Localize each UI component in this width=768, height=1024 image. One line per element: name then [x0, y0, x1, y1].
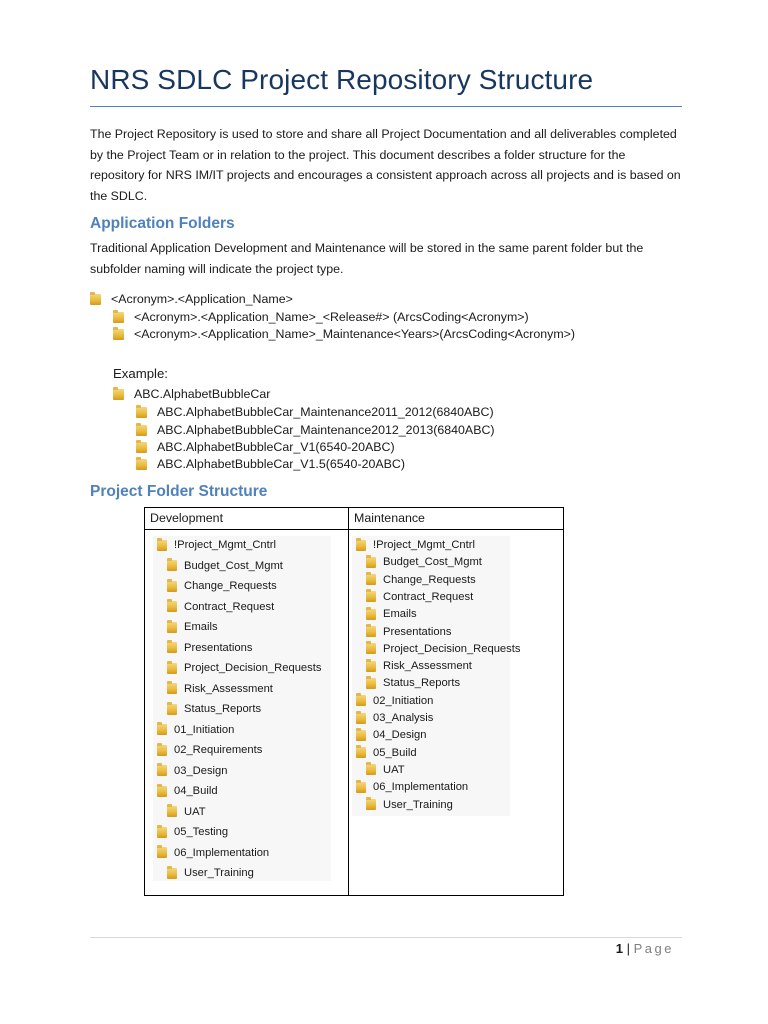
example-item: [136, 404, 494, 421]
folder-icon: [167, 560, 177, 571]
example-item: [113, 386, 270, 403]
folder-tree-item: [167, 601, 274, 613]
folder-tree-item: [167, 703, 261, 715]
folder-icon: [136, 425, 147, 436]
example-item-label: ABC.AlphabetBubbleCar_Maintenance2011_2012(6840ABC): [157, 405, 494, 419]
folder-icon: [136, 407, 147, 418]
tree-item-label: <Acronym>.<Application_Name>_Maintenance<Years>(ArcsCoding<Acronym>): [134, 327, 576, 341]
folder-tree-label: 05_Testing: [174, 826, 229, 838]
example-item-label: ABC.AlphabetBubbleCar: [134, 387, 271, 401]
folder-tree-label: Project_Decision_Requests: [383, 642, 521, 655]
maintenance-column-header: Maintenance: [349, 508, 564, 530]
folder-icon: [136, 459, 147, 470]
folder-icon: [113, 329, 124, 340]
folder-tree-item: [356, 712, 433, 724]
folder-tree-item: [366, 660, 472, 672]
footer-divider: [90, 937, 682, 938]
development-folder-tree: [145, 530, 348, 895]
folder-icon: [167, 806, 177, 817]
folder-tree-item: [157, 744, 262, 756]
tree-item: [113, 309, 529, 326]
folder-tree-label: 06_Implementation: [174, 846, 270, 859]
folder-tree-label: UAT: [184, 805, 206, 818]
folder-tree-item: [366, 574, 476, 586]
folder-tree-item: [366, 608, 417, 620]
folder-icon: [356, 782, 366, 793]
folder-tree-label: Contract_Request: [383, 590, 474, 603]
folder-icon: [167, 601, 177, 612]
folder-tree-label: Status_Reports: [184, 703, 262, 715]
tree-item-label: <Acronym>.<Application_Name>_<Release#> (ArcsCoding<Acronym>): [134, 310, 529, 324]
folder-tree-item: [167, 621, 218, 633]
folder-tree-item: [356, 729, 427, 741]
example-item-label: ABC.AlphabetBubbleCar_V1(6540-20ABC): [157, 440, 395, 454]
folder-tree-label: Emails: [383, 608, 417, 621]
folder-tree-item: [366, 799, 453, 811]
folder-tree-label: 04_Build: [174, 785, 218, 797]
folder-tree-label: 02_Initiation: [373, 694, 434, 707]
project-folder-structure-heading: Project Folder Structure: [90, 483, 268, 500]
folder-tree-label: 03_Design: [174, 764, 228, 777]
folder-icon: [366, 574, 376, 585]
application-folders-heading: Application Folders: [90, 215, 235, 232]
example-label: Example:: [113, 366, 168, 381]
folder-icon: [366, 643, 376, 654]
folder-icon: [157, 786, 167, 797]
folder-icon: [366, 678, 376, 689]
folder-tree-label: Risk_Assessment: [184, 682, 273, 695]
example-item: [136, 439, 395, 456]
folder-tree-item: [157, 539, 276, 551]
folder-tree-label: 03_Analysis: [373, 712, 434, 724]
folder-structure-table: [144, 507, 564, 896]
folder-tree-label: Budget_Cost_Mgmt: [383, 556, 482, 569]
folder-icon: [167, 663, 177, 674]
folder-icon: [167, 642, 177, 653]
application-folders-text: Traditional Application Development and Maintenance will be stored in the same parent folder but the subfolder naming will indicate the project type.: [90, 241, 644, 276]
example-item-label: ABC.AlphabetBubbleCar_V1.5(6540-20ABC): [157, 457, 405, 471]
example-item: [136, 422, 495, 439]
folder-tree-label: 02_Requirements: [174, 744, 263, 756]
folder-icon: [366, 591, 376, 602]
folder-tree-item: [366, 556, 482, 568]
folder-icon: [356, 695, 366, 706]
folder-tree-item: [157, 765, 228, 777]
folder-tree-label: User_Training: [383, 798, 453, 811]
folder-tree-item: [167, 662, 321, 674]
folder-tree-item: [157, 724, 234, 736]
folder-icon: [157, 745, 167, 756]
folder-tree-label: Project_Decision_Requests: [184, 662, 322, 674]
folder-icon: [366, 609, 376, 620]
folder-icon: [356, 713, 366, 724]
folder-tree-item: [366, 677, 460, 689]
folder-tree-label: 04_Design: [373, 729, 427, 742]
folder-icon: [113, 389, 124, 400]
folder-tree-label: Emails: [184, 621, 218, 633]
page-title: NRS SDLC Project Repository Structure: [90, 62, 682, 107]
folder-tree-item: [157, 847, 269, 859]
folder-tree-label: !Project_Mgmt_Cntrl: [174, 539, 276, 551]
folder-icon: [167, 868, 177, 879]
folder-icon: [356, 540, 366, 551]
folder-tree-item: [157, 785, 218, 797]
page-word: Page: [633, 941, 674, 956]
folder-icon: [366, 799, 376, 810]
folder-tree-item: [356, 781, 468, 793]
folder-tree-label: 06_Implementation: [373, 781, 469, 794]
folder-icon: [136, 442, 147, 453]
folder-tree-item: [167, 806, 206, 818]
folder-tree-item: [366, 764, 405, 776]
folder-icon: [157, 827, 167, 838]
page-number: 1: [615, 941, 623, 956]
folder-tree-label: Budget_Cost_Mgmt: [184, 559, 283, 572]
folder-tree-item: [167, 560, 283, 572]
folder-icon: [366, 661, 376, 672]
folder-icon: [167, 704, 177, 715]
folder-icon: [157, 724, 167, 735]
folder-icon: [157, 765, 167, 776]
folder-tree-item: [167, 867, 254, 879]
folder-tree-label: Presentations: [184, 641, 253, 654]
tree-item: [113, 326, 575, 343]
maintenance-folder-tree: [349, 530, 563, 895]
folder-tree-label: UAT: [383, 763, 405, 776]
folder-tree-label: Status_Reports: [383, 677, 461, 690]
tree-item-label: <Acronym>.<Application_Name>: [111, 292, 293, 306]
folder-tree-item: [157, 826, 228, 838]
folder-tree-label: Change_Requests: [383, 573, 476, 586]
folder-tree-item: [167, 683, 273, 695]
folder-icon: [356, 730, 366, 741]
folder-icon: [157, 847, 167, 858]
folder-tree-item: [167, 580, 277, 592]
intro-paragraph: The Project Repository is used to store and share all Project Documentation and all deliverables completed by the Project Team or in relation to the project. This document describes a folder structure for the repository for NRS IM/IT projects and encourages a consistent approach across all projects and is based on the SDLC.: [90, 127, 681, 203]
folder-icon: [167, 622, 177, 633]
tree-item: [90, 291, 293, 308]
folder-tree-item: [366, 591, 473, 603]
folder-icon: [167, 683, 177, 694]
folder-tree-label: Contract_Request: [184, 600, 275, 613]
folder-icon: [157, 540, 167, 551]
footer-separator: |: [626, 941, 630, 956]
folder-tree-label: User_Training: [184, 867, 254, 879]
folder-icon: [90, 294, 101, 305]
development-column-header: Development: [145, 508, 349, 530]
folder-icon: [167, 581, 177, 592]
folder-tree-label: !Project_Mgmt_Cntrl: [373, 539, 475, 551]
folder-tree-item: [356, 695, 433, 707]
folder-icon: [366, 557, 376, 568]
folder-tree-label: 05_Build: [373, 746, 417, 759]
folder-tree-item: [356, 539, 475, 551]
folder-icon: [356, 747, 366, 758]
folder-tree-label: Presentations: [383, 625, 452, 638]
folder-tree-item: [366, 626, 451, 638]
folder-tree-item: [167, 642, 252, 654]
folder-icon: [113, 312, 124, 323]
folder-tree-label: Change_Requests: [184, 580, 277, 592]
folder-icon: [366, 626, 376, 637]
page-footer: [616, 941, 674, 956]
folder-tree-item: [366, 643, 520, 655]
folder-tree-item: [356, 747, 417, 759]
folder-tree-label: Risk_Assessment: [383, 660, 472, 673]
example-item: [136, 456, 405, 473]
example-item-label: ABC.AlphabetBubbleCar_Maintenance2012_2013(6840ABC): [157, 423, 495, 437]
folder-icon: [366, 764, 376, 775]
folder-tree-label: 01_Initiation: [174, 723, 235, 736]
